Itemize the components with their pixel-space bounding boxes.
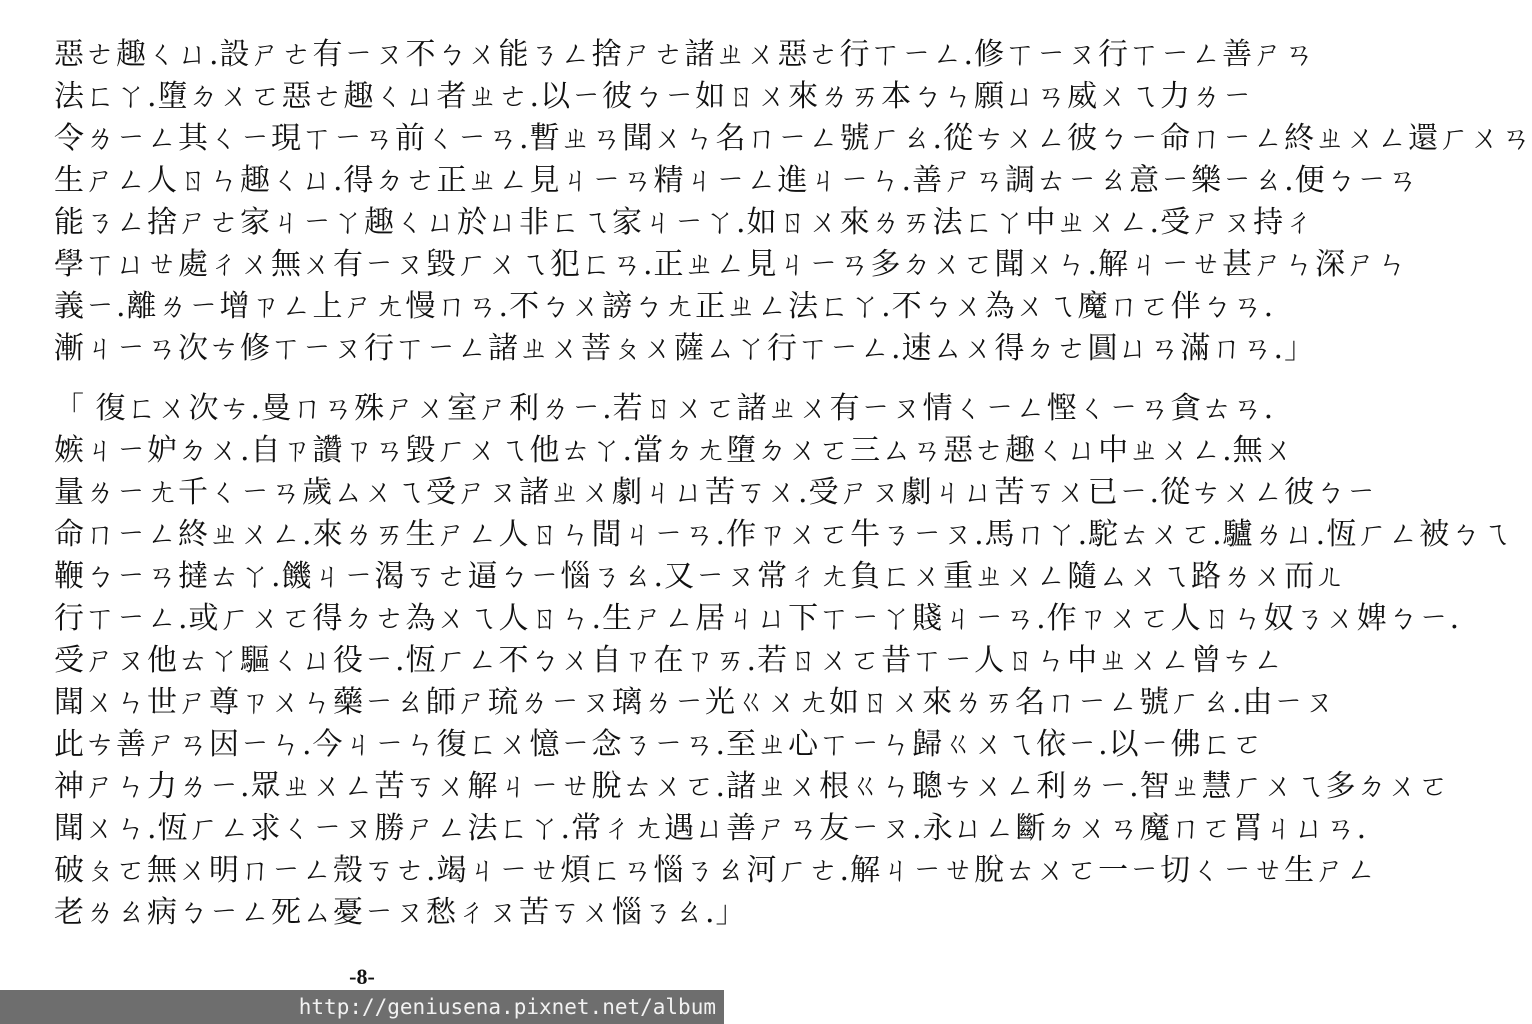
text-line: 嫉ㄐㄧ妒ㄉㄨ.自ㄗ讚ㄗㄢ毀ㄏㄨㄟ他ㄊㄚ.當ㄉㄤ墮ㄉㄨㄛ三ㄙㄢ惡ㄜ趣ㄑㄩ中ㄓㄨㄥ.無ㄨ (54, 433, 1295, 468)
watermark-footer (0, 990, 724, 1024)
text-line: 義ㄧ.離ㄌㄧ增ㄗㄥ上ㄕㄤ慢ㄇㄢ.不ㄅㄨ謗ㄅㄤ正ㄓㄥ法ㄈㄚ.不ㄅㄨ為ㄨㄟ魔ㄇㄛ伴ㄅㄢ. (54, 289, 1275, 324)
text-line: 法ㄈㄚ.墮ㄉㄨㄛ惡ㄜ趣ㄑㄩ者ㄓㄜ.以ㄧ彼ㄅㄧ如ㄖㄨ來ㄌㄞ本ㄅㄣ願ㄩㄢ威ㄨㄟ力ㄌㄧ (54, 79, 1254, 114)
text-line: 此ㄘ善ㄕㄢ因ㄧㄣ.今ㄐㄧㄣ復ㄈㄨ憶ㄧ念ㄋㄧㄢ.至ㄓ心ㄒㄧㄣ歸ㄍㄨㄟ依ㄧ.以ㄧ佛ㄈㄛ (54, 727, 1264, 762)
text-line: 命ㄇㄧㄥ終ㄓㄨㄥ.來ㄌㄞ生ㄕㄥ人ㄖㄣ間ㄐㄧㄢ.作ㄗㄨㄛ牛ㄋㄧㄡ.馬ㄇㄚ.駝ㄊㄨㄛ.驢ㄌㄩ.恆ㄏㄥ被ㄅㄟ (54, 517, 1513, 552)
text-line: 學ㄒㄩㄝ處ㄔㄨ無ㄨ有ㄧㄡ毀ㄏㄨㄟ犯ㄈㄢ.正ㄓㄥ見ㄐㄧㄢ多ㄉㄨㄛ聞ㄨㄣ.解ㄐㄧㄝ甚ㄕㄣ深ㄕㄣ (54, 247, 1409, 282)
text-line: 受ㄕㄡ他ㄊㄚ驅ㄑㄩ役ㄧ.恆ㄏㄥ不ㄅㄨ自ㄗ在ㄗㄞ.若ㄖㄨㄛ昔ㄒㄧ人ㄖㄣ中ㄓㄨㄥ曾ㄘㄥ (54, 643, 1285, 678)
paragraph-1 (54, 34, 1532, 370)
text-line: 老ㄌㄠ病ㄅㄧㄥ死ㄙ憂ㄧㄡ愁ㄔㄡ苦ㄎㄨ惱ㄋㄠ.」 (54, 895, 747, 930)
text-line: 聞ㄨㄣ世ㄕ尊ㄗㄨㄣ藥ㄧㄠ師ㄕ琉ㄌㄧㄡ璃ㄌㄧ光ㄍㄨㄤ如ㄖㄨ來ㄌㄞ名ㄇㄧㄥ號ㄏㄠ.由ㄧㄡ (54, 685, 1336, 720)
page-number: -8- (349, 964, 375, 989)
text-line: 破ㄆㄛ無ㄨ明ㄇㄧㄥ殼ㄎㄜ.竭ㄐㄧㄝ煩ㄈㄢ惱ㄋㄠ河ㄏㄜ.解ㄐㄧㄝ脫ㄊㄨㄛ一ㄧ切ㄑㄧㄝ生ㄕㄥ (54, 853, 1378, 888)
text-line: 行ㄒㄧㄥ.或ㄏㄨㄛ得ㄉㄜ為ㄨㄟ人ㄖㄣ.生ㄕㄥ居ㄐㄩ下ㄒㄧㄚ賤ㄐㄧㄢ.作ㄗㄨㄛ人ㄖㄣ奴ㄋㄨ婢ㄅㄧ. (54, 601, 1461, 636)
text-line: 生ㄕㄥ人ㄖㄣ趣ㄑㄩ.得ㄉㄜ正ㄓㄥ見ㄐㄧㄢ精ㄐㄧㄥ進ㄐㄧㄣ.善ㄕㄢ調ㄊㄧㄠ意ㄧ樂ㄧㄠ.便ㄅㄧㄢ (54, 163, 1419, 198)
text-line: 聞ㄨㄣ.恆ㄏㄥ求ㄑㄧㄡ勝ㄕㄥ法ㄈㄚ.常ㄔㄤ遇ㄩ善ㄕㄢ友ㄧㄡ.永ㄩㄥ斷ㄉㄨㄢ魔ㄇㄛ罥ㄐㄩㄢ. (54, 811, 1368, 846)
text-line: 能ㄋㄥ捨ㄕㄜ家ㄐㄧㄚ趣ㄑㄩ於ㄩ非ㄈㄟ家ㄐㄧㄚ.如ㄖㄨ來ㄌㄞ法ㄈㄚ中ㄓㄨㄥ.受ㄕㄡ持ㄔ (54, 205, 1316, 240)
text-line: 漸ㄐㄧㄢ次ㄘ修ㄒㄧㄡ行ㄒㄧㄥ諸ㄓㄨ菩ㄆㄨ薩ㄙㄚ行ㄒㄧㄥ.速ㄙㄨ得ㄉㄜ圓ㄩㄢ滿ㄇㄢ.」 (54, 331, 1316, 366)
text-line: 惡ㄜ趣ㄑㄩ.設ㄕㄜ有ㄧㄡ不ㄅㄨ能ㄋㄥ捨ㄕㄜ諸ㄓㄨ惡ㄜ行ㄒㄧㄥ.修ㄒㄧㄡ行ㄒㄧㄥ善ㄕㄢ (54, 37, 1316, 72)
paragraph-2 (54, 388, 1513, 934)
footer-url[interactable]: http://geniusena.pixnet.net/album (298, 995, 716, 1019)
text-line: 鞭ㄅㄧㄢ撻ㄊㄚ.饑ㄐㄧ渴ㄎㄜ逼ㄅㄧ惱ㄋㄠ.又ㄧㄡ常ㄔㄤ負ㄈㄨ重ㄓㄨㄥ隨ㄙㄨㄟ路ㄌㄨ而ㄦ (54, 559, 1347, 594)
text-line: 神ㄕㄣ力ㄌㄧ.眾ㄓㄨㄥ苦ㄎㄨ解ㄐㄧㄝ脫ㄊㄨㄛ.諸ㄓㄨ根ㄍㄣ聰ㄘㄨㄥ利ㄌㄧ.智ㄓ慧ㄏㄨㄟ多ㄉㄨㄛ (54, 769, 1450, 804)
text-line: 令ㄌㄧㄥ其ㄑㄧ現ㄒㄧㄢ前ㄑㄧㄢ.暫ㄓㄢ聞ㄨㄣ名ㄇㄧㄥ號ㄏㄠ.從ㄘㄨㄥ彼ㄅㄧ命ㄇㄧㄥ終ㄓㄨㄥ還ㄏㄨㄢ (54, 121, 1532, 156)
text-line: 「 復ㄈㄨ次ㄘ.曼ㄇㄢ殊ㄕㄨ室ㄕ利ㄌㄧ.若ㄖㄨㄛ諸ㄓㄨ有ㄧㄡ情ㄑㄧㄥ慳ㄑㄧㄢ貪ㄊㄢ. (54, 391, 1275, 426)
text-line: 量ㄌㄧㄤ千ㄑㄧㄢ歲ㄙㄨㄟ受ㄕㄡ諸ㄓㄨ劇ㄐㄩ苦ㄎㄨ.受ㄕㄡ劇ㄐㄩ苦ㄎㄨ已ㄧ.從ㄘㄨㄥ彼ㄅㄧ (54, 475, 1378, 510)
